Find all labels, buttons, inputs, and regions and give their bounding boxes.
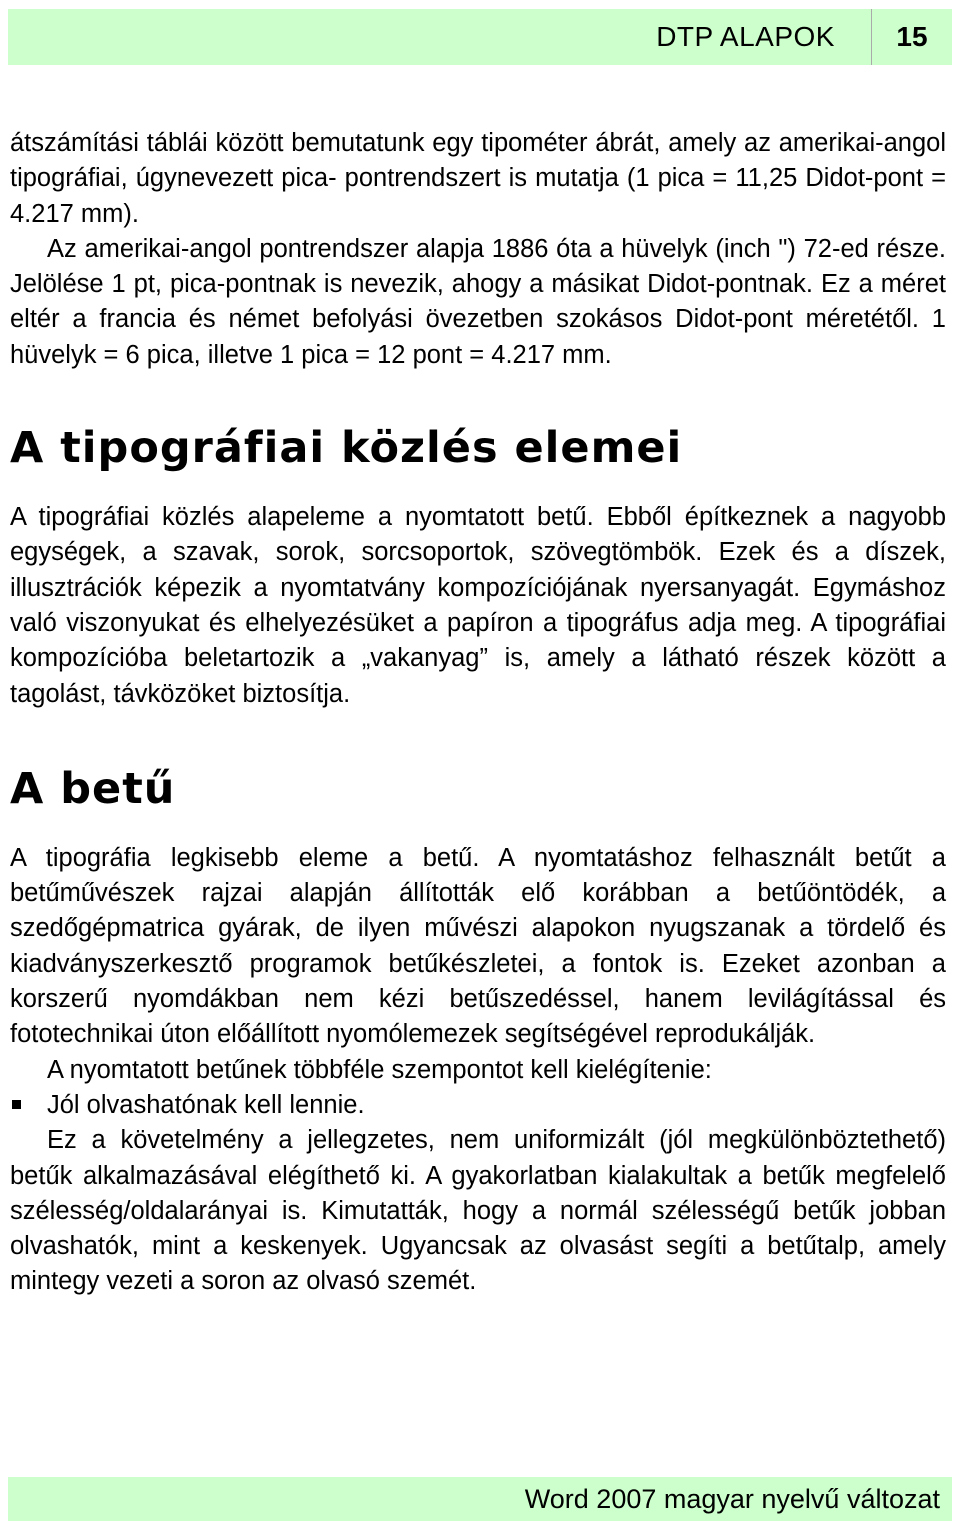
paragraph-6: Ez a követelmény a jellegzetes, nem uniformizált (jól megkülönböztethető) betűk alkalmazásával elégíthető ki. A gyakorlatban kialakultak a betűk megfelelő szélesség/oldalarányai is. Kimutatták, hogy a normál szélességű betűk jobban olvashatók, mint a keskenyek. Ugyancsak az olvasást segíti a betűtalp, amely mintegy vezeti a soron az olvasó szemét. — [10, 1126, 946, 1296]
page-content — [10, 126, 946, 1300]
paragraph-4: A tipográfia legkisebb eleme a betű. A nyomtatáshoz felhasznált betűt a betűművészek rajzai alapján állították elő korábban a betűöntödék, a szedőgépmatrica gyárak, de ilyen művészi alapokon nyugszanak a tördelő és kiadványszerkesztő programok betűkészletei, a fontok is. Ezeket azonban a korszerű nyomdákban nem kézi betűszedéssel, hanem levilágítással és fototechnikai úton előállított nyomólemezek segítségével reprodukálják. — [10, 843, 946, 1049]
footer-text: Word 2007 magyar nyelvű változat — [524, 1483, 940, 1514]
page-header — [8, 9, 952, 65]
header-title: DTP ALAPOK — [656, 21, 835, 52]
paragraph-1: átszámítási táblái között bemutatunk egy tipométer ábrát, amely az amerikai-angol tipográfiai, úgynevezett pica- pontrendszert is mutatja (1 pica = 11,25 Didot-pont = 4.217 mm). — [10, 129, 946, 228]
paragraph-5: A nyomtatott betűnek többféle szempontot kell kielégítenie: — [47, 1055, 712, 1084]
paragraph-3: A tipográfiai közlés alapeleme a nyomtatott betű. Ebből építkeznek a nagyobb egységek, a szavak, sorok, sorcsoportok, szövegtömbök. Ezek és a díszek, illusztrációk képezik a nyomtatvány kompozíciójának nyersanyagát. Egymáshoz való viszonyukat és elhelyezésüket a papíron a tipográfus adja meg. A tipográfiai kompozícióba beletartozik a „vakanyag” is, amely a látható részek között a tagolást, távközöket biztosítja. — [10, 503, 946, 708]
section-heading-letter: A betű — [10, 763, 176, 814]
paragraph-2: Az amerikai-angol pontrendszer alapja 1886 óta a hüvelyk (inch ") 72-ed része. Jelölése 1 pt, pica-pontnak is nevezik, ahogy a másikat Didot-pontnak. Ez a méret eltér a francia és német befolyási övezetben szokásos Didot-pont méretétől. 1 hüvelyk = 6 pica, illetve 1 pica = 12 pont = 4.217 mm. — [10, 234, 946, 369]
section-heading-typographic-elements: A tipográfiai közlés elemei — [10, 423, 683, 474]
page-footer — [8, 1477, 952, 1521]
bullet-item — [10, 1088, 946, 1123]
page-number: 15 — [896, 21, 928, 52]
bullet-text: Jól olvashatónak kell lennie. — [47, 1090, 365, 1119]
square-bullet-icon — [12, 1100, 21, 1109]
